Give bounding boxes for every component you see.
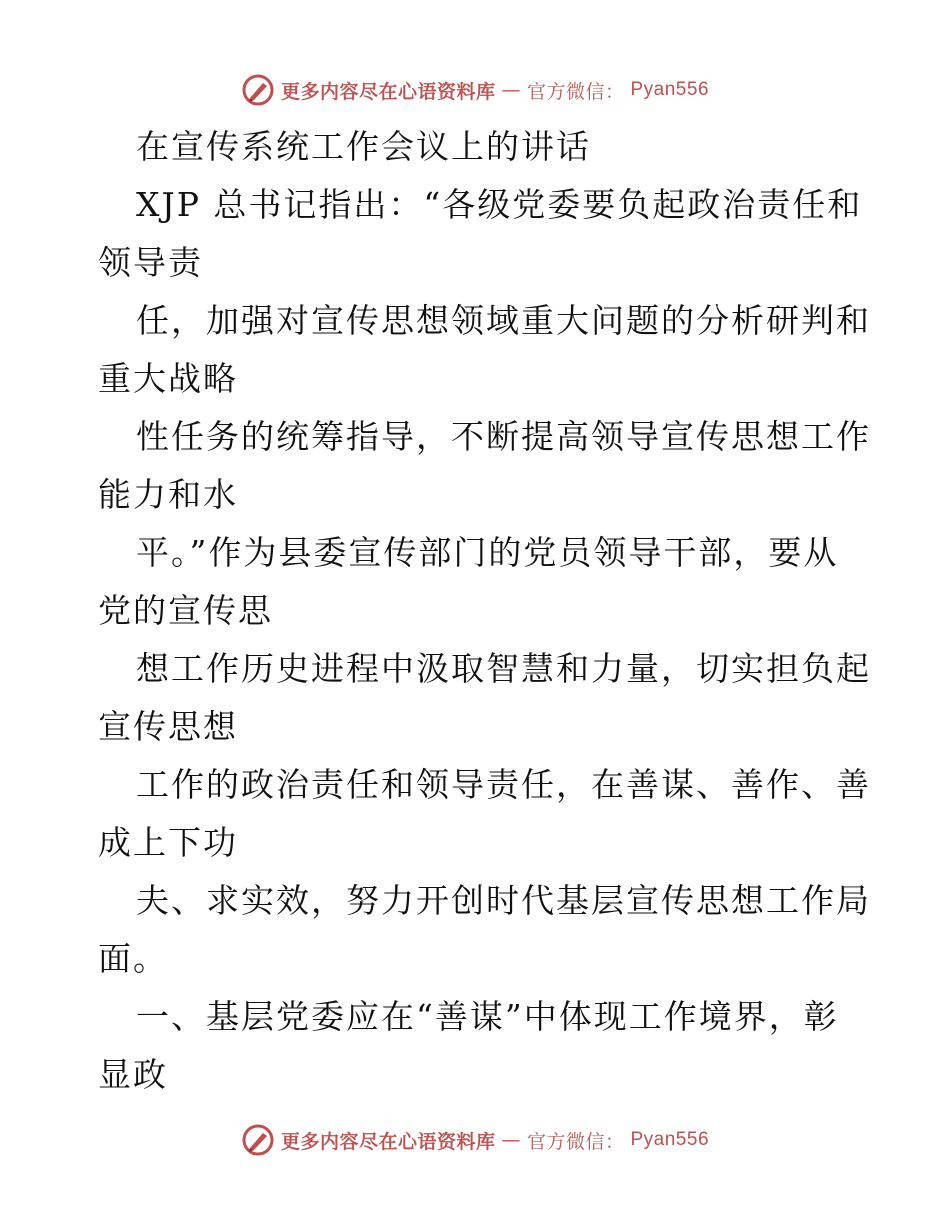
text-line: 想工作历史进程中汲取智慧和力量，切实担负起 bbox=[136, 649, 871, 688]
pen-logo-icon bbox=[241, 73, 275, 107]
pen-logo-icon bbox=[241, 1123, 275, 1157]
text-line: 任，加强对宣传思想领域重大问题的分析研判和 bbox=[136, 301, 871, 340]
watermark-sub-text: 官方微信： bbox=[526, 1130, 625, 1153]
text-line: 领导责 bbox=[98, 243, 203, 282]
text-line: 性任务的统筹指导，不断提高领导宣传思想工作 bbox=[136, 417, 871, 456]
watermark-id: Pyan556 bbox=[630, 1129, 710, 1150]
watermark-footer bbox=[0, 1120, 950, 1160]
text-line: 显政 bbox=[98, 1055, 168, 1094]
watermark-main-text: 更多内容尽在心语资料库 bbox=[280, 80, 496, 103]
text-line: 党的宣传思 bbox=[98, 591, 273, 630]
text-line: 工作的政治责任和领导责任，在善谋、善作、善 bbox=[136, 765, 871, 804]
watermark-sub-text: 官方微信： bbox=[526, 80, 625, 103]
watermark-id: Pyan556 bbox=[630, 79, 710, 100]
watermark-dash: — bbox=[501, 1129, 521, 1151]
watermark-dash: — bbox=[501, 79, 521, 101]
text-line: 平。”作为县委宣传部门的党员领导干部，要从 bbox=[136, 533, 839, 572]
document-body bbox=[98, 118, 871, 1104]
watermark-header bbox=[0, 70, 950, 110]
text-line: 成上下功 bbox=[98, 823, 238, 862]
text-line: 一、基层党委应在“善谋”中体现工作境界，彰 bbox=[136, 997, 839, 1036]
text-line: 重大战略 bbox=[98, 359, 238, 398]
text-line: 面。 bbox=[98, 939, 168, 978]
text-line: 能力和水 bbox=[98, 475, 238, 514]
text-line: 在宣传系统工作会议上的讲话 bbox=[136, 127, 591, 166]
text-line: 宣传思想 bbox=[98, 707, 238, 746]
watermark-main-text: 更多内容尽在心语资料库 bbox=[280, 1130, 496, 1153]
text-line: XJP 总书记指出：“各级党委要负起政治责任和 bbox=[136, 185, 863, 224]
text-line: 夫、求实效，努力开创时代基层宣传思想工作局 bbox=[136, 881, 871, 920]
